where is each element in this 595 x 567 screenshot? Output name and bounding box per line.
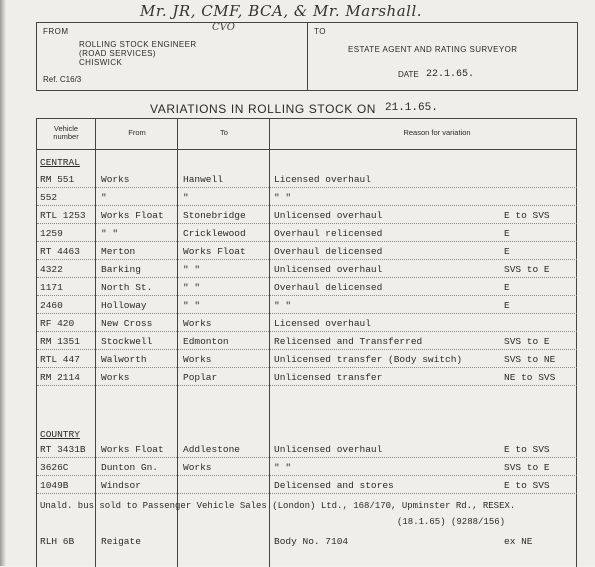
- cell-to: Works: [183, 462, 212, 473]
- cell-vehicle: RT 4463: [40, 246, 80, 257]
- to-block: [308, 23, 577, 90]
- cell-reason: Overhaul delicensed: [274, 246, 383, 257]
- sold-note-ref: (18.1.65) (9288/156): [397, 517, 506, 527]
- from-block: [79, 40, 197, 67]
- cell-from: Holloway: [101, 300, 147, 311]
- cell-reason: Unlicensed overhaul: [274, 210, 383, 221]
- cell-from: New Cross: [101, 318, 153, 329]
- handwritten-distribution: Mr. JR, CMF, BCA, & Mr. Marshall.: [140, 2, 423, 20]
- cell-note: E to SVS: [504, 444, 550, 455]
- cell-note: NE to SVS: [504, 372, 556, 383]
- cell-reason: Relicensed and Transferred: [274, 336, 423, 347]
- section-central: CENTRAL: [40, 157, 80, 168]
- dotted-rule: [37, 277, 577, 278]
- cell-vehicle: RTL 447: [40, 354, 80, 365]
- dotted-rule: [37, 385, 577, 386]
- cell-from: " ": [101, 228, 119, 239]
- cell-reason: Unlicensed overhaul: [274, 264, 383, 275]
- to-recipient: ESTATE AGENT AND RATING SURVEYOR: [348, 45, 518, 54]
- cell-vehicle: 4322: [40, 264, 63, 275]
- from-line: (ROAD SERVICES): [79, 49, 156, 58]
- cell-to: Hanwell: [183, 174, 223, 185]
- cell-to: Stonebridge: [183, 210, 246, 221]
- cell-reason: Licensed overhaul: [274, 174, 371, 185]
- dotted-rule: [37, 295, 577, 296]
- cell-from: Dunton Gn.: [101, 462, 159, 473]
- to-label: TO: [314, 27, 326, 36]
- cell-reason: Unlicensed transfer (Body switch): [274, 354, 463, 365]
- header-to: To: [220, 128, 228, 137]
- cell-vehicle: RLH 6B: [40, 536, 75, 547]
- cell-reason: Unlicensed overhaul: [274, 444, 383, 455]
- dotted-rule: [37, 205, 577, 206]
- dotted-rule: [37, 259, 577, 260]
- cell-to: Works: [183, 354, 212, 365]
- cell-vehicle: 1259: [40, 228, 63, 239]
- cell-vehicle: 2460: [40, 300, 63, 311]
- cell-vehicle: RM 2114: [40, 372, 80, 383]
- cell-note: E: [504, 228, 510, 239]
- table-row: [37, 351, 577, 369]
- cell-from: Works: [101, 372, 130, 383]
- title-date: 21.1.65.: [385, 102, 438, 114]
- cell-vehicle: RTL 1253: [40, 210, 86, 221]
- sold-note: Unald. bus sold to Passenger Vehicle Sales (London) Ltd., 168/170, Upminster Rd., RESEX.: [40, 501, 516, 511]
- table-row: [37, 333, 577, 351]
- cell-vehicle: RF 420: [40, 318, 75, 329]
- cell-from: Works: [101, 174, 130, 185]
- cell-reason: Delicensed and stores: [274, 480, 394, 491]
- cell-reason: Unlicensed transfer: [274, 372, 383, 383]
- table-row: [37, 477, 577, 495]
- date-value: 22.1.65.: [426, 69, 475, 80]
- cell-vehicle: 1049B: [40, 480, 69, 491]
- cell-note: E: [504, 246, 510, 257]
- table-row: [37, 243, 577, 261]
- cell-to: " ": [183, 300, 201, 311]
- cell-note: SVS to NE: [504, 354, 556, 365]
- cell-to: Cricklewood: [183, 228, 246, 239]
- cell-note: SVS to E: [504, 336, 550, 347]
- dotted-rule: [37, 493, 577, 494]
- from-line: ROLLING STOCK ENGINEER: [79, 40, 197, 49]
- table-row: [37, 261, 577, 279]
- cell-from: ": [101, 192, 107, 203]
- cell-to: ": [183, 192, 189, 203]
- memo-header-box: [36, 22, 578, 91]
- cell-vehicle: RM 1351: [40, 336, 80, 347]
- cell-from: Walworth: [101, 354, 147, 365]
- cell-reason: Body No. 7104: [274, 536, 349, 547]
- dotted-rule: [37, 475, 577, 476]
- cell-to: Works: [183, 318, 212, 329]
- cell-to: Addlestone: [183, 444, 241, 455]
- cell-reason: Licensed overhaul: [274, 318, 371, 329]
- document-title: VARIATIONS IN ROLLING STOCK ON: [150, 102, 377, 116]
- cell-from: Barking: [101, 264, 141, 275]
- table-row: [37, 297, 577, 315]
- cell-note: E to SVS: [504, 210, 550, 221]
- table-row: [37, 533, 577, 551]
- cell-from: Works Float: [101, 210, 164, 221]
- cell-note: E to SVS: [504, 480, 550, 491]
- dotted-rule: [37, 367, 577, 368]
- cell-vehicle: 552: [40, 192, 58, 203]
- cell-reason: " ": [274, 300, 292, 311]
- variations-table: [36, 118, 577, 567]
- dotted-rule: [37, 241, 577, 242]
- reference: Ref. C16/3: [43, 75, 82, 84]
- dotted-rule: [37, 223, 577, 224]
- table-row: [37, 225, 577, 243]
- cell-vehicle: RT 3431B: [40, 444, 86, 455]
- cell-reason: Overhaul relicensed: [274, 228, 383, 239]
- from-label: FROM: [43, 27, 69, 36]
- scan-edge-shadow: [0, 0, 6, 566]
- cell-note: SVS to E: [504, 264, 550, 275]
- cell-vehicle: 3626C: [40, 462, 69, 473]
- cell-note: SVS to E: [504, 462, 550, 473]
- cell-reason: " ": [274, 192, 292, 203]
- dotted-rule: [37, 331, 577, 332]
- dotted-rule: [37, 313, 577, 314]
- table-row: [37, 207, 577, 225]
- table-row: [37, 171, 577, 189]
- cell-from: Stockwell: [101, 336, 153, 347]
- cell-vehicle: RM 551: [40, 174, 75, 185]
- dotted-rule: [37, 187, 577, 188]
- header-rule: [37, 149, 577, 150]
- table-row: [37, 441, 577, 459]
- dotted-rule: [37, 349, 577, 350]
- cell-reason: Overhaul delicensed: [274, 282, 383, 293]
- header-reason: Reason for variation: [403, 128, 471, 137]
- table-row: [37, 315, 577, 333]
- date-label: DATE: [398, 70, 419, 79]
- cell-from: Windsor: [101, 480, 141, 491]
- cell-vehicle: 1171: [40, 282, 63, 293]
- handwritten-note: CVO: [212, 22, 235, 33]
- cell-from: North St.: [101, 282, 153, 293]
- cell-to: " ": [183, 282, 201, 293]
- cell-to: Edmonton: [183, 336, 229, 347]
- cell-reason: " ": [274, 462, 292, 473]
- header-vehicle: Vehicle number: [53, 124, 79, 141]
- cell-from: Reigate: [101, 536, 141, 547]
- from-line: CHISWICK: [79, 58, 123, 67]
- header-from: From: [128, 128, 146, 137]
- cell-to: Poplar: [183, 372, 218, 383]
- table-row: [37, 459, 577, 477]
- section-country: COUNTRY: [40, 429, 80, 440]
- table-row: [37, 189, 577, 207]
- cell-to: " ": [183, 264, 201, 275]
- dotted-rule: [37, 457, 577, 458]
- cell-note: E: [504, 300, 510, 311]
- table-row: [37, 279, 577, 297]
- cell-from: Merton: [101, 246, 136, 257]
- cell-note: ex NE: [504, 536, 533, 547]
- cell-from: Works Float: [101, 444, 164, 455]
- cell-note: E: [504, 282, 510, 293]
- table-row: [37, 369, 577, 387]
- cell-to: Works Float: [183, 246, 246, 257]
